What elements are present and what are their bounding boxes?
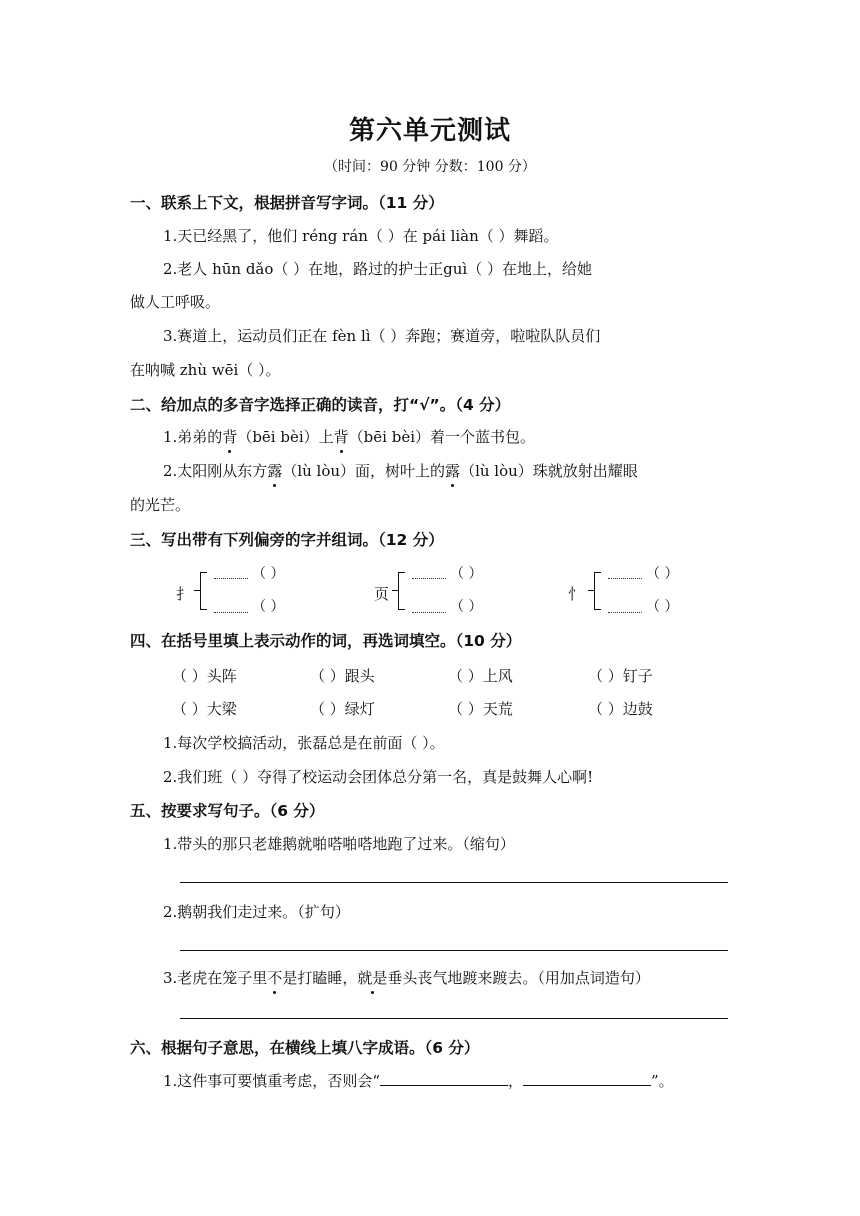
dotted-char: 背 [222, 428, 238, 446]
dotted-blank [412, 578, 446, 579]
section2-q2-line2: 的光芒。 [130, 496, 191, 514]
brace [200, 572, 207, 610]
dotted-char: 就是 [357, 969, 388, 987]
section1-q3-line1: 3.赛道上，运动员们正在 fèn lì（ ）奔跑；赛道旁，啦啦队队员们 [163, 327, 601, 345]
idiom-item: （ ）大梁 [172, 700, 237, 718]
blank-line [380, 1071, 508, 1086]
idiom-item: （ ）边鼓 [588, 700, 653, 718]
section5-q1: 1.带头的那只老雄鹅就啪嗒啪嗒地跑了过来。（缩句） [163, 835, 515, 853]
idiom-item: （ ）头阵 [172, 667, 237, 685]
answer-line [180, 882, 728, 883]
section1-q1: 1.天已经黑了，他们 réng rán（ ）在 pái liàn（ ）舞蹈。 [163, 227, 559, 245]
brace [398, 572, 405, 610]
section4-heading: 四、在括号里填上表示动作的词，再选词填空。（10 分） [130, 632, 522, 650]
section2-heading: 二、给加点的多音字选择正确的读音，打“√”。（4 分） [130, 396, 511, 414]
dotted-blank [214, 612, 248, 613]
dotted-char: 露 [445, 462, 461, 480]
radical-heart: 忄 [568, 585, 584, 603]
dotted-char: 露 [267, 462, 283, 480]
answer-paren: （ ） [450, 599, 483, 615]
section5-heading: 五、按要求写句子。（6 分） [130, 802, 325, 820]
idiom-item: （ ）钉子 [588, 667, 653, 685]
section5-q3: 3.老虎在笼子里不是打瞌睡，就是垂头丧气地踱来踱去。（用加点词造句） [163, 969, 650, 987]
dotted-blank [412, 612, 446, 613]
answer-line [180, 950, 728, 951]
answer-paren: （ ） [252, 599, 285, 615]
section2-q2: 2.太阳刚从东方露（lù lòu）面，树叶上的露（lù lòu）珠就放射出耀眼 [163, 462, 638, 480]
dotted-char: 背 [333, 428, 349, 446]
dotted-blank [608, 578, 642, 579]
section5-q2: 2.鹅朝我们走过来。（扩句） [163, 903, 350, 921]
answer-paren: （ ） [450, 566, 483, 582]
section1-heading: 一、联系上下文，根据拼音写字词。（11 分） [130, 194, 444, 212]
idiom-item: （ ）天荒 [448, 700, 513, 718]
radical-page: 页 [374, 585, 390, 603]
section4-q2: 2.我们班（ ）夺得了校运动会团体总分第一名，真是鼓舞人心啊! [163, 768, 594, 786]
answer-paren: （ ） [646, 566, 679, 582]
dotted-char: 不 [267, 969, 283, 987]
section1-q2-line2: 做人工呼吸。 [130, 293, 221, 311]
idiom-item: （ ）绿灯 [310, 700, 375, 718]
radical-hand: 扌 [176, 585, 192, 603]
dotted-blank [214, 578, 248, 579]
section1-q2-line1: 2.老人 hūn dǎo（ ）在地，路过的护士正guì（ ）在地上，给她 [163, 260, 593, 278]
section2-q1: 1.弟弟的背（bēi bèi）上背（bēi bèi）着一个蓝书包。 [163, 428, 535, 446]
section4-q1: 1.每次学校搞活动，张磊总是在前面（ ）。 [163, 734, 445, 752]
idiom-item: （ ）跟头 [310, 667, 375, 685]
section6-heading: 六、根据句子意思，在横线上填八字成语。（6 分） [130, 1039, 480, 1057]
dotted-blank [608, 612, 642, 613]
section3-heading: 三、写出带有下列偏旁的字并组词。（12 分） [130, 531, 444, 549]
answer-line [180, 1018, 728, 1019]
section1-q3-line2: 在呐喊 zhù wēi（ ）。 [130, 361, 281, 379]
answer-paren: （ ） [252, 566, 285, 582]
idiom-item: （ ）上风 [448, 667, 513, 685]
page-subtitle: （时间：90 分钟 分数：100 分） [324, 159, 536, 175]
section6-q1: 1.这件事可要慎重考虑，否则会“ ， ”。 [163, 1072, 674, 1090]
brace [594, 572, 601, 610]
blank-line [523, 1071, 651, 1086]
answer-paren: （ ） [646, 599, 679, 615]
page-title: 第六单元测试 [348, 116, 511, 146]
